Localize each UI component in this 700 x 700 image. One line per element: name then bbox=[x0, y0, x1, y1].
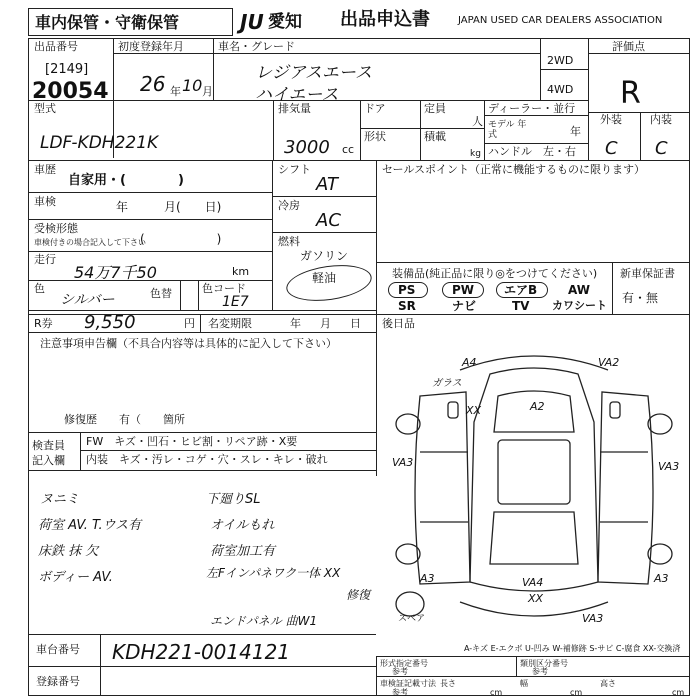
first-reg-label: 初度登録年月 bbox=[118, 40, 184, 53]
model-year-unit: 年 bbox=[570, 125, 581, 138]
score-value: R bbox=[620, 76, 641, 111]
color-code-value: 1E7 bbox=[222, 294, 249, 310]
shape-label: 形状 bbox=[364, 130, 386, 143]
reg-label: 登録番号 bbox=[36, 675, 80, 688]
note-line-1: ヌニミ bbox=[40, 492, 80, 507]
reception-label: 受検形態 bbox=[34, 222, 78, 235]
note-line-4: ボディー AV. bbox=[38, 570, 113, 585]
model-year-label: モデル 年式 bbox=[488, 120, 527, 140]
note-line-3: 床鉄 抹 欠 bbox=[38, 544, 99, 559]
inspection-label: 車検 bbox=[34, 195, 56, 208]
spare-tire bbox=[396, 592, 424, 616]
class-code-ref: 参考 bbox=[532, 667, 548, 676]
mark-va4: VA4 bbox=[522, 576, 544, 589]
equipment-label: 装備品(純正品に限り◎をつけてください) bbox=[392, 267, 598, 280]
mark-va3-left: VA3 bbox=[392, 456, 414, 469]
equip-ps: PS bbox=[398, 283, 416, 297]
first-reg-year: 26 bbox=[140, 72, 166, 96]
car-name-line1: レジアスエース bbox=[255, 63, 373, 83]
model-value: LDF-KDH221K bbox=[40, 133, 159, 153]
equip-sr: SR bbox=[398, 299, 416, 313]
note-right-3: 荷室加工有 bbox=[210, 544, 276, 559]
name-change-month: 月 bbox=[320, 317, 331, 330]
mark-glass: ガラス bbox=[432, 378, 462, 389]
ac-value: AC bbox=[316, 210, 341, 231]
color-label: 色 bbox=[34, 282, 45, 295]
exterior-value: C bbox=[605, 138, 618, 159]
chassis-value: KDH221-0014121 bbox=[112, 640, 291, 664]
shape-code-ref: 参考 bbox=[392, 667, 408, 676]
name-grade-label: 車名・グレード bbox=[218, 40, 295, 53]
damage-legend: A-キズ E-エクボ U-凹み W-補修跡 S-サビ C-腐食 XX-交換済 bbox=[464, 644, 681, 653]
mileage-label: 走行 bbox=[34, 253, 56, 266]
month-unit: 月 bbox=[202, 85, 213, 98]
first-reg-month: 10 bbox=[182, 76, 203, 95]
mark-a3-right: A3 bbox=[654, 572, 669, 585]
equip-airbag: エアB bbox=[504, 283, 538, 297]
drive-4wd: 4WD bbox=[547, 83, 574, 96]
handle-label: ハンドル bbox=[488, 145, 532, 158]
load-unit: kg bbox=[470, 149, 481, 159]
chassis-label: 車台番号 bbox=[36, 643, 80, 656]
name-change-label: 名変期限 bbox=[208, 317, 252, 330]
fuel-value-2: 軽油 bbox=[312, 271, 337, 285]
mark-xx-rear: XX bbox=[528, 592, 544, 605]
note-right-2: オイルもれ bbox=[210, 518, 275, 533]
inspector-row2: 内装 キズ・汚レ・コゲ・穴・スレ・キレ・破れ bbox=[86, 453, 328, 466]
shape-code-label: 形式指定番号 bbox=[380, 659, 428, 668]
notes-label: 注意事項申告欄（不具合内容等は具体的に記入して下さい） bbox=[40, 337, 337, 350]
width-cm: cm bbox=[570, 688, 583, 697]
interior-label: 内装 bbox=[650, 113, 672, 126]
exterior-label: 外装 bbox=[600, 113, 622, 126]
lot-number: 20054 bbox=[32, 79, 109, 104]
shift-value: AT bbox=[316, 174, 338, 195]
form-title: 出品申込書 bbox=[340, 9, 430, 30]
note-right-5: 修復 bbox=[346, 588, 371, 602]
load-label: 積載 bbox=[424, 130, 446, 143]
mark-va3-rear: VA3 bbox=[582, 612, 604, 625]
mileage-unit: km bbox=[232, 265, 250, 278]
fuel-value: ガソリン bbox=[300, 249, 349, 263]
equip-leather-seat: カワシート bbox=[552, 299, 607, 312]
mark-a4: A4 bbox=[462, 356, 477, 369]
ac-label: 冷房 bbox=[278, 199, 300, 212]
repair-label: 修復歴 有（ 箇所 bbox=[64, 413, 185, 426]
history-value: 自家用・( ) bbox=[68, 173, 184, 188]
note-right-1: 下廻りSL bbox=[206, 492, 261, 507]
equip-navi: ナビ bbox=[452, 299, 477, 313]
roof bbox=[498, 440, 570, 504]
displacement-label: 排気量 bbox=[278, 102, 311, 115]
note-line-2: 荷室 AV. T.ウス有 bbox=[38, 518, 142, 533]
recycle-label: R券 bbox=[34, 317, 53, 330]
height-label: 高さ bbox=[600, 679, 616, 688]
cert-dimensions-label: 車検証記載寸法 bbox=[380, 679, 436, 688]
storage-title-box bbox=[28, 8, 233, 36]
width-label: 幅 bbox=[520, 679, 528, 688]
equip-tv: TV bbox=[512, 299, 530, 313]
mark-a3-left: A3 bbox=[420, 572, 435, 585]
color-code-label: 色コード bbox=[202, 282, 246, 295]
reception-note: 車検付きの場合記入して下さい bbox=[34, 238, 146, 247]
left-side-view bbox=[415, 392, 470, 584]
lot-label: 出品番号 bbox=[34, 40, 78, 53]
name-change-year: 年 bbox=[290, 317, 301, 330]
spare-label: スペア bbox=[398, 614, 426, 624]
dealer-label: ディーラー・並行 bbox=[488, 102, 576, 115]
ju-logo: JU 愛知 bbox=[240, 10, 302, 34]
equip-pw: PW bbox=[452, 283, 475, 297]
warranty-options: 有・無 bbox=[622, 291, 659, 305]
rear-window bbox=[490, 512, 578, 564]
sales-point-label: セールスポイント（正常に機能するものに限ります） bbox=[382, 163, 646, 176]
recycle-value: 9,550 bbox=[84, 312, 136, 333]
door-label: ドア bbox=[364, 102, 386, 115]
length-cm: cm bbox=[490, 688, 503, 697]
displacement-value: 3000 bbox=[284, 137, 330, 158]
color-value: シルバー bbox=[60, 292, 115, 308]
interior-value: C bbox=[655, 138, 668, 159]
score-label: 評価点 bbox=[612, 40, 645, 53]
inspection-value: 年 月( 日) bbox=[116, 200, 222, 214]
capacity-unit: 人 bbox=[472, 115, 483, 128]
history-label: 車歴 bbox=[34, 163, 56, 176]
inspector-label: 検査員 記入欄 bbox=[32, 439, 65, 467]
height-cm: cm bbox=[672, 688, 685, 697]
mark-va3-right: VA3 bbox=[658, 460, 680, 473]
right-side-view bbox=[598, 392, 653, 584]
car-name-line2: ハイエース bbox=[255, 85, 339, 105]
color-swap-label: 色替 bbox=[150, 287, 172, 300]
mark-xx-top: XX bbox=[466, 404, 482, 417]
inspector-row1: FW キズ・凹石・ヒビ割・リペア跡・X要 bbox=[86, 435, 298, 448]
reception-value: ( ) bbox=[140, 232, 222, 246]
name-change-day: 日 bbox=[350, 317, 361, 330]
mileage-value: 54万7千50 bbox=[74, 263, 157, 282]
note-right-4: 左Fインパネワク一体 XX bbox=[206, 566, 341, 580]
shift-label: シフト bbox=[278, 163, 311, 176]
recycle-unit: 円 bbox=[184, 317, 195, 330]
capacity-label: 定員 bbox=[424, 102, 446, 115]
year-unit: 年 bbox=[170, 85, 181, 98]
equip-aw: AW bbox=[568, 283, 590, 297]
cert-ref: 参考 bbox=[392, 688, 408, 697]
drive-2wd: 2WD bbox=[547, 54, 574, 67]
lot-bracket: [2149] bbox=[45, 62, 89, 77]
mark-a2: A2 bbox=[530, 400, 545, 413]
mark-va2: VA2 bbox=[598, 356, 620, 369]
note-right-6: エンドパネル 曲W1 bbox=[210, 614, 318, 628]
handle-options: 左・右 bbox=[543, 145, 576, 158]
later-items-label: 後日品 bbox=[382, 317, 415, 330]
storage-title: 車内保管・守衛保管 bbox=[35, 13, 180, 32]
displacement-unit: cc bbox=[342, 143, 355, 156]
model-label: 型式 bbox=[34, 102, 56, 115]
association-name: JAPAN USED CAR DEALERS ASSOCIATION bbox=[458, 15, 663, 26]
class-code-label: 類別区分番号 bbox=[520, 659, 568, 668]
warranty-label: 新車保証書 bbox=[620, 267, 675, 280]
fuel-label: 燃料 bbox=[278, 235, 300, 248]
length-label: 長さ bbox=[440, 679, 456, 688]
